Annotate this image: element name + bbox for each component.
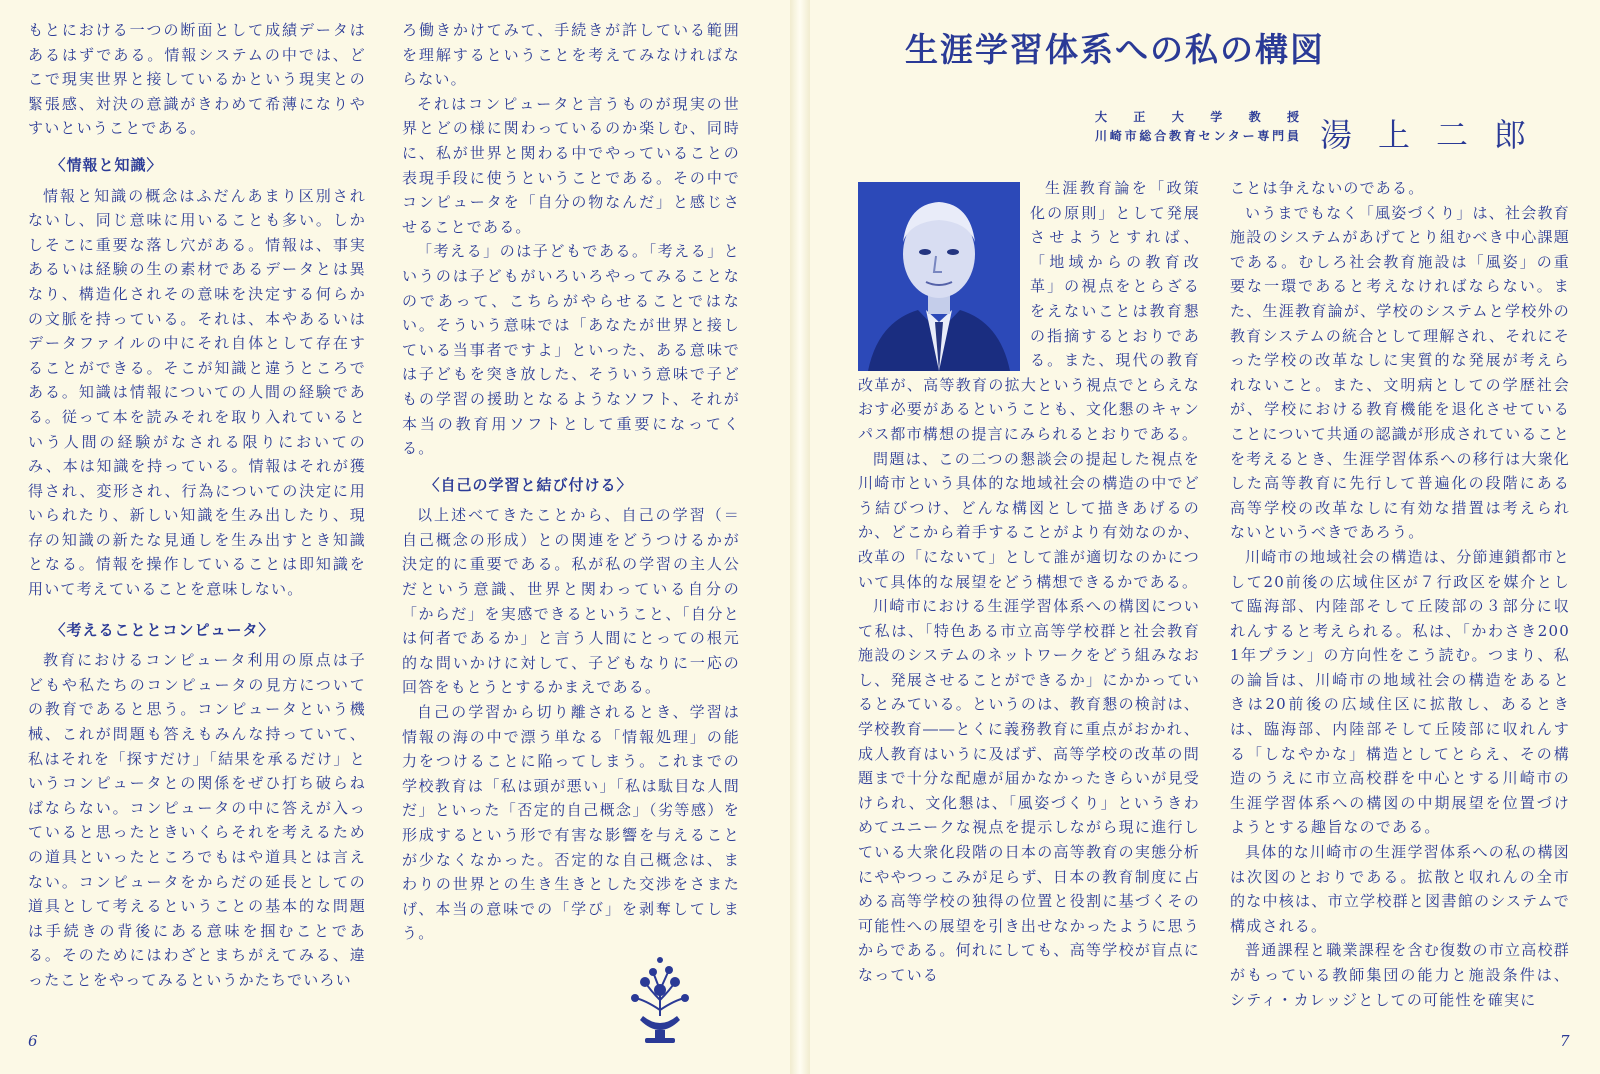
section-heading: 〈情報と知識〉 bbox=[50, 155, 163, 174]
body-paragraph: それはコンピュータと言うものが現実の世界とどの様に関わっているのか楽しむ、同時に、私が世界と関わる中でやっていることの表現手段に使うということである。その中でコンピュータを「自分の物なんだ」と感じさせることである。 bbox=[402, 94, 740, 236]
article-title: 生涯学習体系への私の構図 bbox=[905, 30, 1325, 69]
page-gutter bbox=[790, 0, 810, 1074]
body-paragraph: 普通課程と職業課程を含む復数の市立高校群がもっている教師集団の能力と施設条件は、シティ・カレッジとしての可能性を確実に bbox=[1230, 941, 1570, 1009]
left-column-1 bbox=[28, 18, 366, 993]
photo-spacer bbox=[858, 176, 1030, 372]
affiliation-line: 川崎市総合教育センター専門員 bbox=[1095, 129, 1300, 143]
left-column-2 bbox=[402, 18, 740, 946]
right-column-1 bbox=[858, 176, 1200, 988]
body-paragraph: いうまでもなく「風姿づくり」は、社会教育施設のシステムがあげてとり組むべき中心課題である。むしろ社会教育施設は「風姿」の重要な一環であると考えなければならない。また、生涯教育論が、学校のシステムと学校外の教育システムの統合として理解され、それにそった学校の改革なしに実質的な発展が考えられないこと。また、文明病としての学歴社会が、学校における教育機能を退化させていることについて共通の認識が形成されていることを考えるとき、生涯学習体系への移行は大衆化した高等教育に先行して普遍化の段階にある高等学校の改革なしに有効な措置は考えられないというべきであろう。 bbox=[1230, 203, 1570, 542]
body-paragraph: 川崎市の地域社会の構造は、分節連鎖都市として20前後の広域住区が７行政区を媒介として臨海部、内陸部そして丘陵部の３部分に収れんすると考えられる。私は、「かわさき2001年プラン」の方向性をこう読む。つまり、私の論旨は、川崎市の地域社会の構造をあるときは20前後の広域住区に拡散し、あるときは、臨海部、内陸部そして丘陵部に収れんする「しなやかな」構造としてとらえ、その構造のうえに市立高校群を中心とする川崎市の生涯学習体系への構図の中期展望を位置づけようとする趣旨なのである。 bbox=[1230, 547, 1570, 837]
body-paragraph: 生涯教育論を「政策化の原則」として発展させようとすれば、「地域からの教育改革」の視点をとらざるをえないことは教育懇の指摘するとおりである。また、現代の教育改革が、高等教育の拡大という視点でとらえなおす必要があるということも、文化懇のキャンパス都市構想の提言にみられるとおりである。 bbox=[858, 179, 1200, 443]
section-heading: 〈自己の学習と結び付ける〉 bbox=[424, 475, 633, 494]
body-paragraph: 「考える」のは子どもである。「考える」というのは子どもがいろいろやってみることなのであって、こちらがやらせることではない。そういう意味では「あなたが世界と接している当事者ですよ」といった、ある意味では子どもを突き放した、そういう意味で子どもの学習の援助となるようなソフト、それが本当の教育用ソフトとして重要になってくる。 bbox=[402, 242, 740, 458]
body-paragraph: 川崎市における生涯学習体系への構図について私は、「特色ある市立高等学校群と社会教育施設のシステムのネットワークをどう組みなおし、発展させることができるか」にかかっているとみている。というのは、教育懇の検討は、学校教育――とくに義務教育に重点がおかれ、成人教育はいうに及ばず、高等学校の改革の問題まで十分な配慮が届かなかったきらいが見受けられ、文化懇は、「風姿づくり」というきわめてユニークな視点を提示しながら現に進行している大衆化段階の日本の高等教育の実態分析にややつっこみが足らず、日本の教育制度に占める高等学校の独得の位置と役割に基づくその可能性への展望を引き出せなかったように思うからである。何れにしても、高等学校が盲点になっている bbox=[858, 597, 1200, 984]
affiliation-line: 大正大学教授 bbox=[1095, 110, 1300, 124]
body-paragraph: 教育におけるコンピュータ利用の原点は子どもや私たちのコンピュータの見方についての教育であると思う。コンピュータという機械、これが問題も答えもみんな持っていて、私はそれを「探すだけ」「結果を承るだけ」というコンピュータとの関係をぜひ打ち破らねばならない。コンピュータの中に答えが入っていると思ったときいくらそれを考えるための道具といったところでもはや道具とは言えない。コンピュータをからだの延長としての道具として考えるということの基本的な問題は手続きの背後にある意味を掴むことである。そのためにはわざとまちがえてみる、違ったことをやってみるというかたちでいろい bbox=[28, 651, 366, 989]
page-number: 7 bbox=[1560, 1032, 1570, 1050]
body-paragraph: 情報と知識の概念はふだんあまり区別されないし、同じ意味に用いることも多い。しかしそこに重要な落し穴がある。情報は、事実あるいは経験の生の素材であるデータとは異なり、構造化されその意味を決定する何らかの文脈を持っている。それは、本やあるいはデータファイルの中にそれ自体として存在することができる。そこが知識と違うところである。知識は情報についての人間の経験である。従って本を読みそれを取り入れているという人間の経験がなされる限りにおいてのみ、本は知識を持っている。情報はそれが獲得され、変形され、行為についての決定に用いられたり、新しい知識を生み出したり、現存の知識の新たな見通しを生み出すとき知識となる。情報を操作していることは即知識を用いて考えていることを意味しない。 bbox=[28, 186, 366, 599]
page-number: 6 bbox=[28, 1032, 38, 1050]
section-heading: 〈考えることとコンピュータ〉 bbox=[50, 620, 275, 639]
body-paragraph: 以上述べてきたことから、自己の学習（＝自己概念の形成）との関連をどうつけるかが決定的に重要である。私が私の学習の主人公だという意識、世界と関わっている自分の「からだ」を実感できるということ、「自分とは何者であるか」と言う人間にとっての根元的な問いかけに対して、子どもなりに一応の回答をもとうとするかまえである。 bbox=[402, 506, 740, 697]
body-paragraph: 具体的な川崎市の生涯学習体系への私の構図は次図のとおりである。拡散と収れんの全市的な中核は、市立学校群と図書館のシステムで構成される。 bbox=[1230, 843, 1570, 935]
body-paragraph: もとにおける一つの断面として成績データはあるはずである。情報システムの中では、どこで現実世界と接しているかという現実との緊張感、対決の意識がきわめて希薄になりやすいということである。 bbox=[28, 21, 366, 138]
body-paragraph: 自己の学習から切り離されるとき、学習は情報の海の中で漂う単なる「情報処理」の能力をつけることに陥ってしまう。これまでの学校教育は「私は頭が悪い」「私は駄目な人間だ」といった「否定的自己概念」（劣等感）を形成するという形で有害な影響を与えることが少なくなかった。否定的な自己概念は、まわりの世界との生き生きとした交渉をさまたげ、本当の意味での「学び」を剥奪してしまう。 bbox=[402, 703, 740, 943]
right-column-2 bbox=[1230, 176, 1570, 1012]
body-paragraph: ろ働きかけてみて、手続きが許している範囲を理解するということを考えてみなければならない。 bbox=[402, 21, 740, 89]
author-name: 湯上二郎 bbox=[1320, 116, 1553, 154]
author-affiliation bbox=[1095, 108, 1300, 146]
vase-ornament-icon bbox=[615, 950, 705, 1050]
body-paragraph: 問題は、この二つの懇談会の提起した視点を川崎市という具体的な地域社会の構造の中でどう結びつけ、どんな構図として描きあげるのか、どこから着手することがより有効なのか、改革の「にないて」として誰が適切なのかについて具体的な展望をどう構想できるかである。 bbox=[858, 449, 1200, 591]
body-paragraph: ことは争えないのである。 bbox=[1230, 179, 1425, 197]
